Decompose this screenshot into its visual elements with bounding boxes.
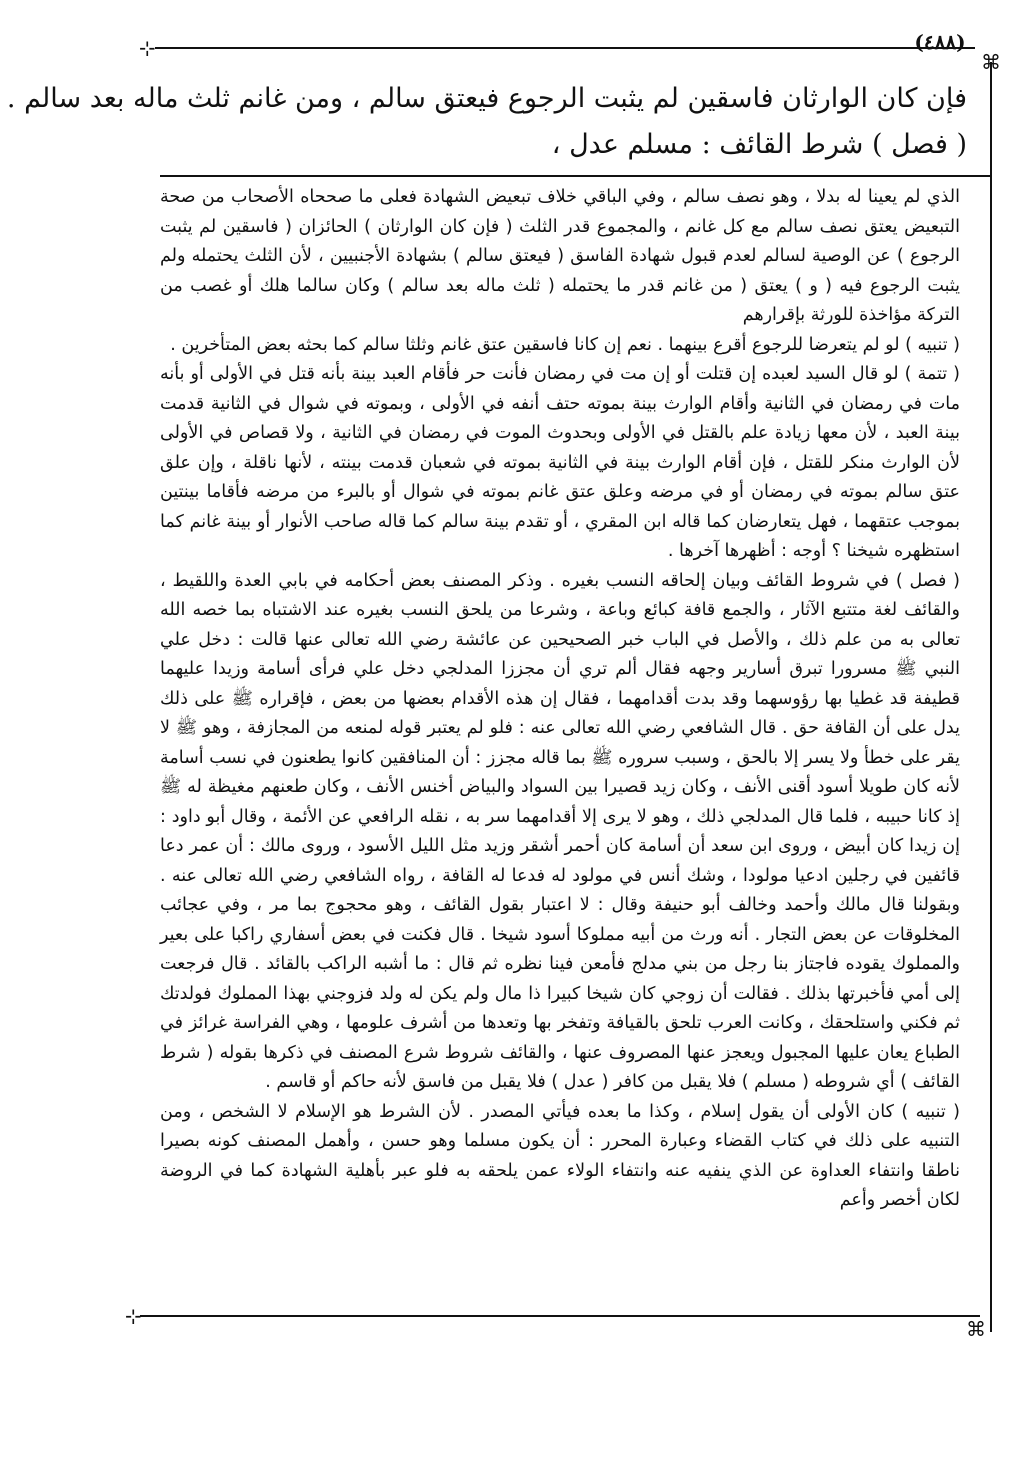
matn-line: ( فصل ) شرط القائف : مسلم عدل ، xyxy=(551,129,967,160)
commentary-paragraph: ( تنبيه ) لو لم يتعرضا للرجوع أقرع بينهما . نعم إن كانا فاسقين عتق غانم وثلثا سالم كما بحثه بعض المتأخرين . xyxy=(170,334,960,355)
commentary-paragraph: ( تتمة ) لو قال السيد لعبده إن قتلت أو إن مت في رمضان فأنت حر فأقام العبد بينة بأنه قتل في الأولى أو بأنه مات في رمضان في الثانية وأقام الوارث بينة بموته حتف أنفه في الأولى ، وبموته في شوال في الثانية قدمت بينة العبد ، لأن معها زيادة علم بالقتل في الأولى وبحدوث الموت في رمضان في الثانية ، ولا قصاص في الأولى لأن الوارث منكر للقتل ، فإن أقام الوارث بينة في الثانية بموته في شعبان قدمت بينته ، لأنها ناقلة ، وإن علق عتق سالم بموته في رمضان أو في مرضه وعلق عتق غانم بموته في شوال أو بالبرء من مرضه فأقاما بينتين بموجب عتقهما ، فهل يتعارضان كما قاله ابن المقري ، أو تقدم بينة سالم كما قاله صاحب الأنوار أو بينة غانم كما استظهره شيخنا ؟ أوجه : أظهرها آخرها . xyxy=(160,364,960,561)
matn-divider-rule xyxy=(160,175,990,177)
commentary-text xyxy=(160,183,960,1216)
corner-ornament-icon: ⊹ xyxy=(125,1304,142,1328)
commentary-paragraph: الذي لم يعينا له بدلا ، وهو نصف سالم ، وفي الباقي خلاف تبعيض الشهادة فعلى ما صححاه الأصحاب من صحة التبعيض يعتق نصف سالم مع كل غانم ، والمجموع قدر الثلث ( فإن كان الوارثان ) الحائزان ( فاسقين لم يثبت الرجوع ) عن الوصية لسالم لعدم قبول شهادة الفاسق ( فيعتق سالم ) بشهادة الأجنبيين ، لأن الثلث يحتمله ولم يثبت الرجوع فيه ( و ) يعتق ( من غانم قدر ما يحتمله ( ثلث ماله بعد سالم ) وكان سالما هلك أو غصب من التركة مؤاخذة للورثة بإقرارهم xyxy=(160,187,960,325)
page-number: (٤٨٨) xyxy=(914,30,966,54)
top-rule xyxy=(155,47,975,49)
bottom-rule xyxy=(140,1315,980,1317)
corner-ornament-icon: ⌘ xyxy=(966,1317,986,1341)
right-border-rule xyxy=(990,62,992,1332)
matn-text xyxy=(6,76,967,168)
corner-ornament-icon: ⌘ xyxy=(981,50,1001,74)
commentary-paragraph: ( فصل ) في شروط القائف وبيان إلحاقه النسب بغيره . وذكر المصنف بعض أحكامه في بابي العدة واللقيط ، والقائف لغة متتبع الآثار ، والجمع قافة كبائع وباعة ، وشرعا من يلحق النسب بغيره عند الاشتباه بما خصه الله تعالى به من علم ذلك ، والأصل في الباب خبر الصحيحين عن عائشة رضي الله تعالى عنها قالت : دخل علي النبي ﷺ مسرورا تبرق أسارير وجهه فقال ألم تري أن مجززا المدلجي دخل علي فرأى أسامة وزيدا عليهما قطيفة قد غطيا بها رؤوسهما وقد بدت أقدامهما ، فقال إن هذه الأقدام بعضها من بعض ، فإقراره ﷺ على ذلك يدل على أن القافة حق . قال الشافعي رضي الله تعالى عنه : فلو لم يعتبر قوله لمنعه من المجازفة ، وهو ﷺ لا يقر على خطأ ولا يسر إلا بالحق ، وسبب سروره ﷺ بما قاله مجزز : أن المنافقين كانوا يطعنون في نسب أسامة لأنه كان طويلا أسود أقنى الأنف ، وكان زيد قصيرا بين السواد والبياض أخنس الأنف ، وكان طعنهم مغيظة له ﷺ إذ كانا حبيبه ، فلما قال المدلجي ذلك ، وهو لا يرى إلا أقدامهما سر به ، نقله الرافعي عن الأئمة ، وقال أبو داود : إن زيدا كان أبيض ، وروى ابن سعد أن أسامة كان أحمر أشقر وزيد مثل الليل الأسود ، وروى مالك : أن عمر دعا قائفين في رجلين ادعيا مولودا ، وشك أنس في مولود له فدعا له القافة ، رواه الشافعي رضي الله تعالى عنه . وبقولنا قال مالك وأحمد وخالف أبو حنيفة وقال : لا اعتبار بقول القائف ، وهو محجوج بما مر ، وفي عجائب المخلوقات عن بعض التجار . أنه ورث من أبيه مملوكا أسود شيخا . قال فكنت في بعض أسفاري راكبا على بعير والمملوك يقوده فاجتاز بنا رجل من بني مدلج فأمعن فينا نظره ثم قال : ما أشبه الراكب بالقائد . قال فرجعت إلى أمي فأخبرتها بذلك . فقالت أن زوجي كان شيخا كبيرا ذا مال ولم يكن له ولد فزوجني بهذا المملوك فولدتك ثم فكني واستلحقك ، وكانت العرب تلحق بالقيافة وتفخر بها وتعدها من أشرف علومها ، وهي الفراسة غرائز في الطباع يعان عليها المجبول ويعجز عنها المصروف عنها ، والقائف شروط شرع المصنف في ذكرها بقوله ( شرط القائف ) أي شروطه ( مسلم ) فلا يقبل من كافر ( عدل ) فلا يقبل من فاسق لأنه حاكم أو قاسم . xyxy=(160,570,960,1092)
commentary-paragraph: ( تنبيه ) كان الأولى أن يقول إسلام ، وكذا ما بعده فيأتي المصدر . لأن الشرط هو الإسلام لا الشخص ، ومن التنبيه على ذلك في كتاب القضاء وعبارة المحرر : أن يكون مسلما وهو حسن ، وأهمل المصنف كونه بصيرا ناطقا وانتفاء العداوة عن الذي ينفيه عنه وانتفاء الولاء عمن يلحقه به فلو عبر بأهلية الشهادة كما في الروضة لكان أخصر وأعم xyxy=(160,1101,960,1210)
matn-line: فإن كان الوارثان فاسقين لم يثبت الرجوع فيعتق سالم ، ومن غانم ثلث ماله بعد سالم . xyxy=(6,83,967,114)
corner-ornament-icon: ⊹ xyxy=(139,36,156,60)
